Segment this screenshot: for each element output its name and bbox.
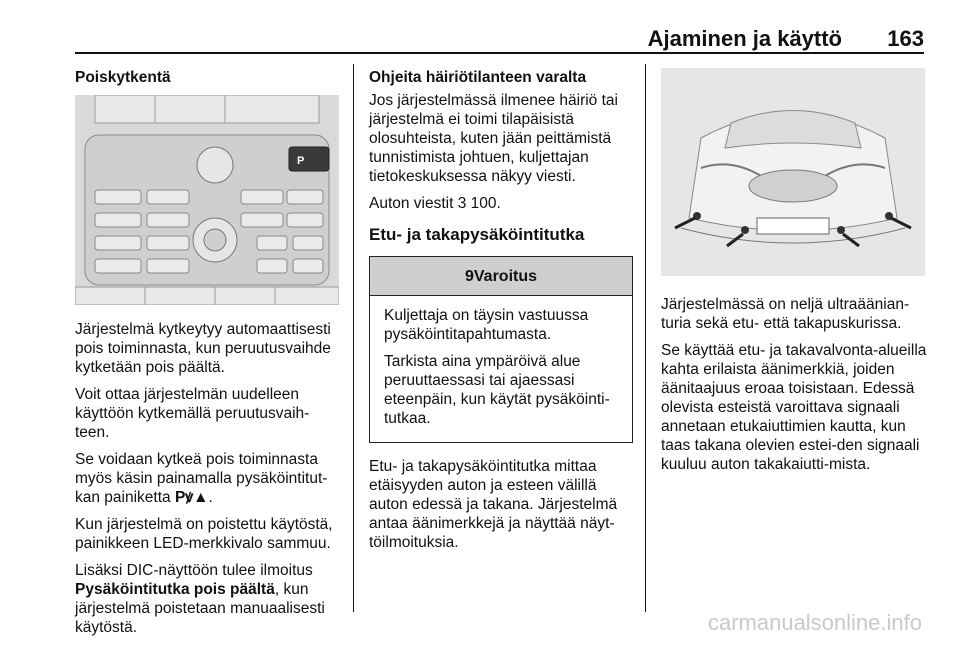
column-divider-2	[645, 64, 646, 612]
col2-paragraph-1: Jos järjestelmässä ilmenee häiriö tai järjestelmä ei toimi tilapäisistä olosuhteista, kuten jään peittämistä tunnistimista johtuen, kuljettajan tietokeskuksessa näkyy viesti.	[369, 92, 618, 185]
control-panel-illustration	[75, 95, 339, 305]
column-divider-1	[353, 64, 354, 612]
col1-paragraph-4: Kun järjestelmä on poistettu käytöstä, painikkeen LED-merkkivalo sammuu.	[75, 516, 333, 552]
warning-header	[370, 257, 632, 296]
header-rule	[75, 52, 924, 54]
col2-paragraph-2	[369, 194, 633, 213]
car-front-illustration	[661, 68, 925, 276]
col1-paragraph-3	[75, 450, 343, 507]
page-number: 163	[887, 26, 924, 51]
page-reference[interactable]: 3 100.	[457, 195, 501, 212]
warning-paragraph-2: Tarkista aina ympäröivä alue peruuttaessasi tai ajaessasi eteenpäin, kun käytät pysäköinti-tutkaa.	[384, 353, 610, 427]
watermark: carmanualsonline.info	[707, 610, 922, 635]
warning-box	[369, 256, 633, 443]
control-panel-image	[75, 95, 339, 305]
section-heading: Etu- ja takapysäköintitutka	[369, 225, 585, 244]
col1-paragraph-1: Järjestelmä kytkeytyy automaattisesti pois toiminnasta, kun peruutusvaihde kytketään pois päältä.	[75, 321, 331, 376]
col1-paragraph-2: Voit ottaa järjestelmän uudelleen käyttöön kytkemällä peruutusvaih-teen.	[75, 386, 310, 441]
page-header-title: Ajaminen ja käyttö	[647, 26, 842, 51]
parking-assist-button-icon: Pꝟ▲	[174, 489, 209, 506]
col2-heading: Ohjeita häiriötilanteen varalta	[369, 69, 587, 86]
col1-p5-text: Lisäksi DIC-näyttöön tulee ilmoitus	[75, 562, 313, 579]
warning-paragraph-1: Kuljettaja on täysin vastuussa pysäköintitapahtumasta.	[384, 307, 589, 343]
col1-p3-text: Se voidaan kytkeä pois toiminnasta myös käsin painamalla pysäköintitut-kan painiketta	[75, 451, 328, 506]
col3-paragraph-2: Se käyttää etu- ja takavalvonta-alueilla kahta erilaista äänimerkkiä, joiden äänitaajuus eroaa toisistaan. Edessä olevista esteistä varoittava signaali annetaan etukaiuttimien kautta, kun taas takana olevien estei-den signaali kuuluu auton takakaiutti-mista.	[661, 342, 927, 473]
warning-icon: 9	[464, 267, 474, 285]
column-1-heading: Poiskytkentä	[75, 69, 171, 86]
car-front-image	[661, 68, 925, 276]
col1-p5-end: , kun järjestelmä poistetaan manuaalisesti käytöstä.	[75, 581, 325, 636]
warning-title: Varoitus	[473, 267, 538, 285]
col2-p2-text: Auton viestit	[369, 195, 454, 212]
col1-paragraph-5	[75, 561, 343, 637]
col3-paragraph-1: Järjestelmässä on neljä ultraäänian-turia sekä etu- että takapuskurissa.	[661, 296, 910, 332]
dic-message: Pysäköintitutka pois päältä	[75, 581, 275, 598]
col2-paragraph-3: Etu- ja takapysäköintitutka mittaa etäisyyden auton ja esteen välillä auton edessä ja takana. Järjestelmä antaa äänimerkkejä ja näyttää näyt-töilmoituksia.	[369, 458, 618, 551]
col1-p3-end: .	[208, 489, 213, 506]
svg-text:P: P	[297, 155, 305, 167]
